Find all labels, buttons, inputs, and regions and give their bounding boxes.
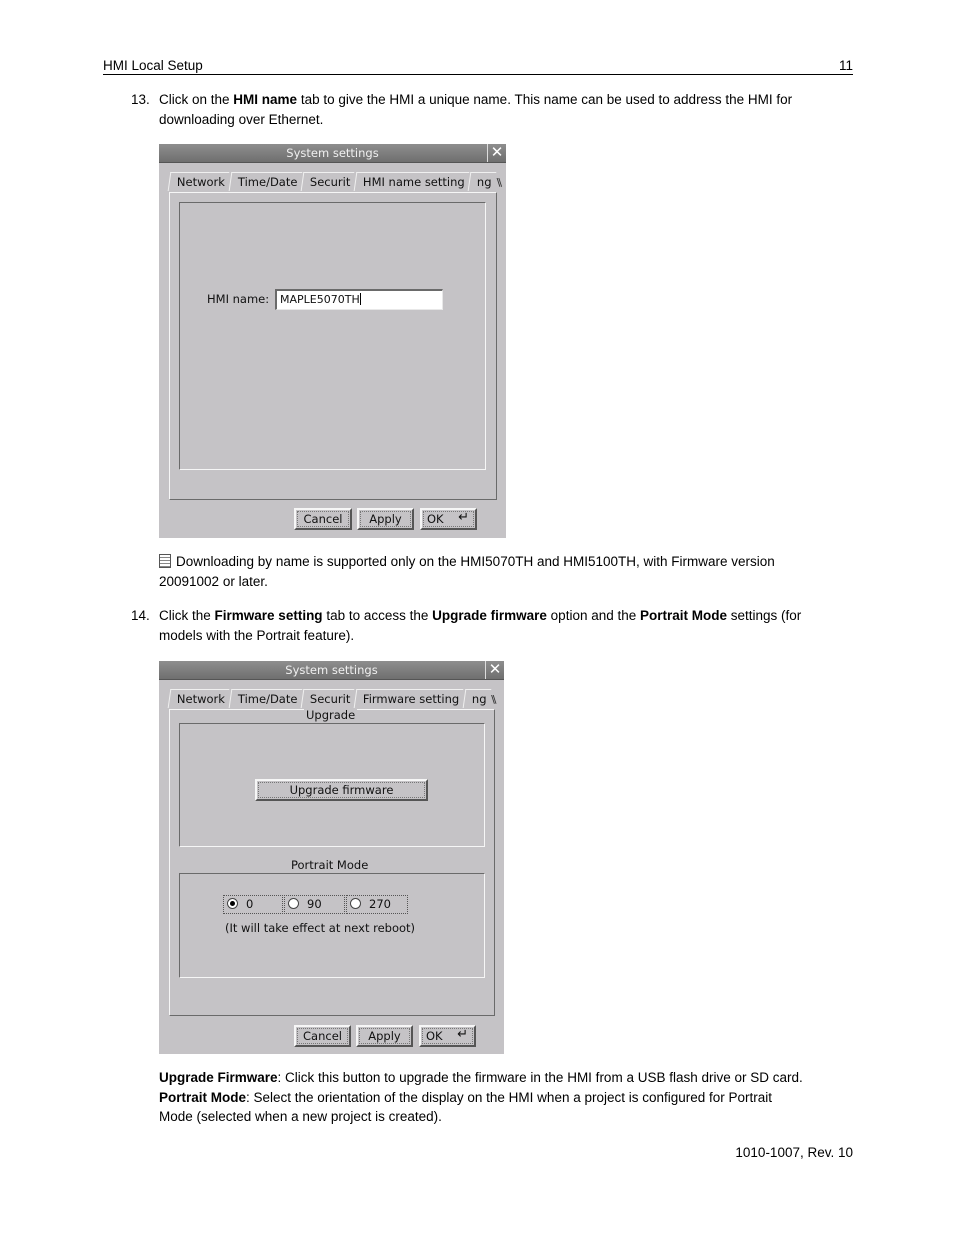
portrait-mode-group-label: Portrait Mode	[291, 858, 369, 872]
step-13-number: 13.	[131, 92, 150, 107]
radio-unselected-icon	[288, 898, 299, 909]
document-revision: 1010-1007, Rev. 10	[735, 1145, 853, 1160]
radio-portrait-270[interactable]: 270	[346, 895, 408, 914]
close-icon[interactable]: ✕	[487, 144, 506, 162]
upgrade-group-label: Upgrade	[306, 708, 356, 722]
tab-firmware-setting[interactable]: Firmware setting	[354, 689, 464, 708]
note-icon	[159, 554, 171, 568]
radio-unselected-icon	[350, 898, 361, 909]
step-13-text: Click on the HMI name tab to give the HMI a unique name. This name can be used to address the HMI for downloading over Ethernet.	[159, 92, 793, 127]
hmi-name-label: HMI name:	[207, 292, 270, 306]
hmi-name-input[interactable]: MAPLE5070TH	[275, 289, 443, 310]
tab-hmi-name-setting[interactable]: HMI name setting	[354, 172, 469, 191]
tab-overflow[interactable]: ng	[462, 689, 490, 708]
tab-bar	[169, 689, 505, 709]
ok-button[interactable]: OK ↵	[419, 1025, 476, 1047]
tab-time-date[interactable]: Time/Date	[228, 689, 301, 708]
tab-security[interactable]: Securit	[301, 172, 355, 191]
dialog-titlebar: System settings	[159, 144, 506, 163]
tab-network[interactable]: Network	[168, 172, 230, 191]
tab-security[interactable]: Securit	[301, 689, 355, 708]
apply-button[interactable]: Apply	[356, 1025, 413, 1047]
tab-overflow[interactable]: ng	[468, 172, 496, 191]
text-caret	[360, 293, 361, 305]
radio-selected-icon	[227, 898, 238, 909]
radio-portrait-90[interactable]: 90	[284, 895, 345, 914]
page-header	[103, 57, 853, 75]
step-14-text: Click the Firmware setting tab to access the Upgrade firmware option and the Portrait Mode settings (for models with the Portrait feature).	[159, 608, 802, 643]
apply-button[interactable]: Apply	[357, 508, 414, 530]
reboot-note: (It will take effect at next reboot)	[225, 921, 416, 935]
page-number: 11	[838, 58, 853, 73]
descriptions: Upgrade Firmware: Click this button to upgrade the firmware in the HMI from a USB flash drive or SD card. Portrait Mode: Select the orientation of the display on the HMI when a project is configured for Portrait Mode (selected when a new project is created).	[159, 1070, 803, 1124]
tab-bar	[169, 172, 511, 192]
close-icon[interactable]: ✕	[485, 661, 504, 679]
cancel-button[interactable]: Cancel	[294, 1025, 351, 1047]
cancel-button[interactable]: Cancel	[294, 508, 352, 530]
ok-button[interactable]: OK ↵	[420, 508, 477, 530]
section-title: HMI Local Setup	[103, 58, 203, 73]
note-text: Downloading by name is supported only on the HMI5070TH and HMI5100TH, with Firmware version 20091002 or later.	[159, 554, 775, 589]
dialog-titlebar: System settings	[159, 661, 504, 680]
tab-time-date[interactable]: Time/Date	[228, 172, 301, 191]
step-14-number: 14.	[131, 608, 150, 623]
tab-scroll-icon[interactable]: \\	[491, 693, 495, 706]
system-settings-dialog-firmware	[159, 661, 504, 1054]
tab-scroll-icon[interactable]: \\	[496, 176, 501, 189]
hmi-name-group	[179, 202, 486, 470]
upgrade-firmware-button[interactable]: Upgrade firmware	[255, 779, 428, 801]
radio-portrait-0[interactable]: 0	[223, 895, 283, 914]
system-settings-dialog-hmi-name	[159, 144, 506, 538]
enter-icon: ↵	[457, 1027, 468, 1042]
tab-network[interactable]: Network	[168, 689, 230, 708]
enter-icon: ↵	[458, 510, 469, 525]
